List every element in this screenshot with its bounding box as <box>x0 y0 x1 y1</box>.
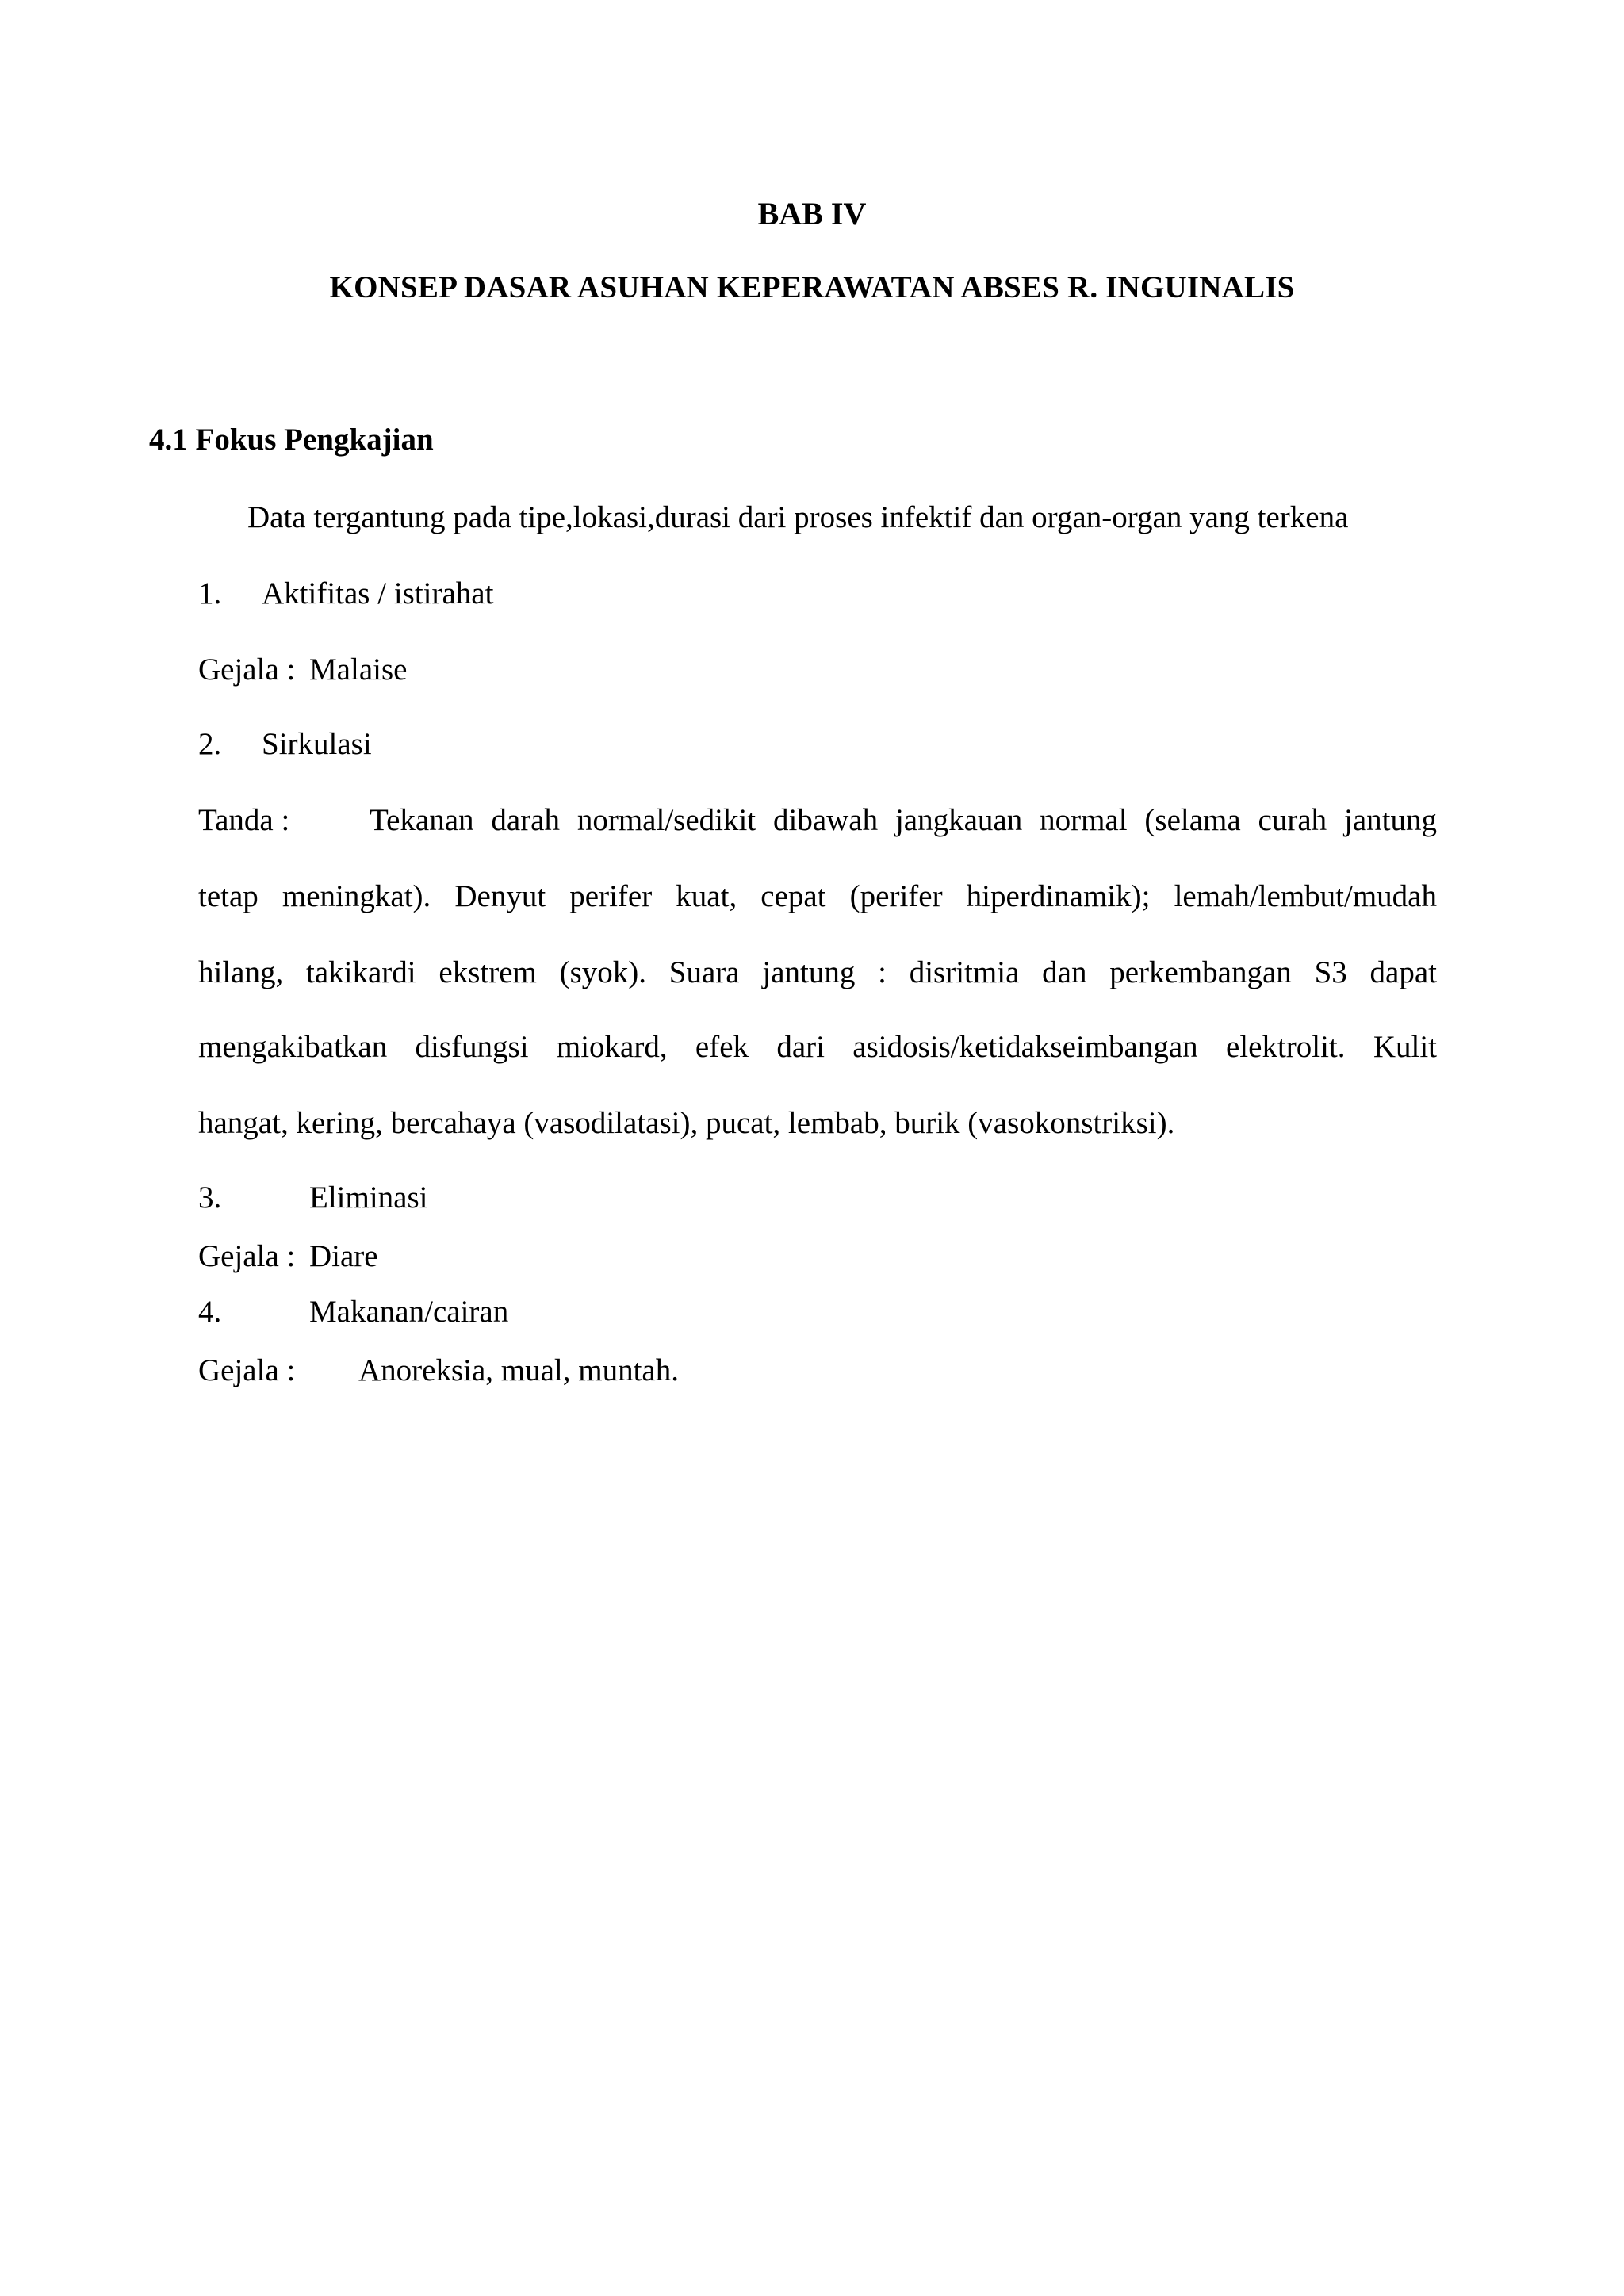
item-detail-text-1: Malaise <box>309 652 408 687</box>
item-detail-prefix-1: Gejala : <box>198 652 296 687</box>
item-label-4: Makanan/cairan <box>309 1295 509 1329</box>
item-detail-text-3: Diare <box>309 1239 378 1273</box>
item-number-4: 4. <box>198 1295 222 1329</box>
item-detail-text-4: Anoreksia, mual, muntah. <box>358 1353 679 1387</box>
item-label-1: Aktifitas / istirahat <box>262 576 494 610</box>
section-heading: 4.1 Fokus Pengkajian <box>149 423 434 457</box>
chapter-heading: BAB IV <box>757 196 867 232</box>
item-detail-prefix-4: Gejala : <box>198 1353 296 1387</box>
item-number-1: 1. <box>198 576 222 610</box>
document-title: KONSEP DASAR ASUHAN KEPERAWATAN ABSES R. INGUINALIS <box>329 270 1295 304</box>
item-detail-line-2-2: tetap meningkat). Denyut perifer kuat, cepat (perifer hiperdinamik); lemah/lembut/mudah <box>198 879 1437 913</box>
item-detail-line-2-1: Tekanan darah normal/sedikit dibawah jangkauan normal (selama curah jantung <box>370 803 1437 837</box>
item-number-3: 3. <box>198 1181 222 1215</box>
item-detail-line-2-5: hangat, kering, bercahaya (vasodilatasi), pucat, lembab, burik (vasokonstriksi). <box>198 1106 1175 1140</box>
item-label-2: Sirkulasi <box>262 727 372 761</box>
item-detail-line-2-4: mengakibatkan disfungsi miokard, efek dari asidosis/ketidakseimbangan elektrolit. Kulit <box>198 1030 1437 1064</box>
item-detail-prefix-2: Tanda : <box>198 803 290 837</box>
item-detail-line-2-3: hilang, takikardi ekstrem (syok). Suara jantung : disritmia dan perkembangan S3 dapat <box>198 955 1437 989</box>
intro-paragraph: Data tergantung pada tipe,lokasi,durasi dari proses infektif dan organ-organ yang terkena <box>247 500 1349 534</box>
item-detail-prefix-3: Gejala : <box>198 1239 296 1273</box>
item-number-2: 2. <box>198 727 222 761</box>
item-label-3: Eliminasi <box>309 1181 428 1215</box>
